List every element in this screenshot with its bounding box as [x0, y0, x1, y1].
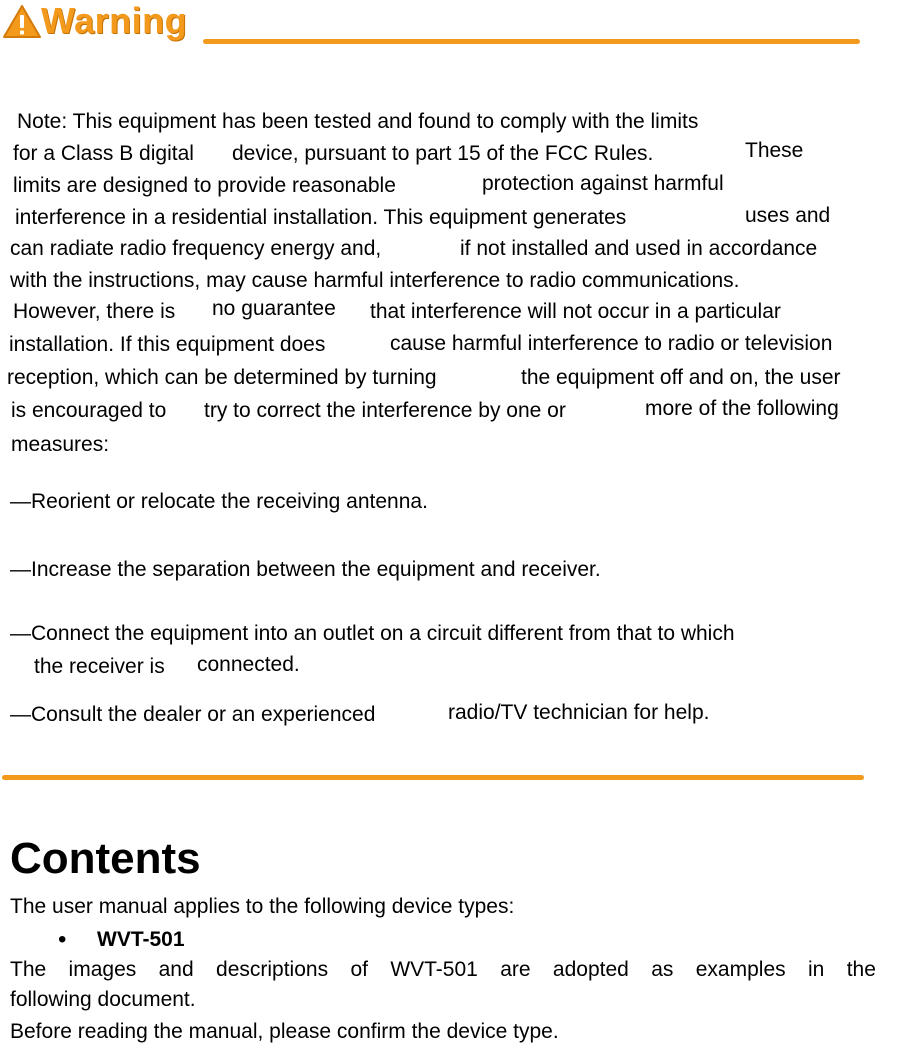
note-line: These — [745, 139, 804, 162]
note-line: installation. If this equipment does — [9, 333, 326, 356]
section-divider — [2, 775, 864, 780]
device-description-line — [10, 958, 876, 982]
note-line: if not installed and used in accordance — [460, 237, 818, 260]
desc-word: and — [158, 958, 194, 981]
note-line: protection against harmful — [482, 172, 724, 195]
bullet-icon: • — [58, 926, 67, 953]
note-line: can radiate radio frequency energy and, — [10, 237, 382, 260]
note-line: try to correct the interference by one or — [204, 399, 566, 422]
note-line: uses and — [745, 204, 831, 227]
note-line: for a Class B digital — [13, 142, 194, 165]
note-line: interference in a residential installation. This equipment generates — [15, 206, 627, 229]
measure-item: —Consult the dealer or an experienced — [10, 703, 376, 726]
desc-word: the — [846, 958, 876, 981]
warning-title: Warning — [41, 0, 188, 41]
note-line: more of the following — [645, 397, 839, 420]
note-line: the equipment off and on, the user — [521, 366, 841, 389]
desc-word: descriptions — [216, 958, 329, 981]
measure-item: —Reorient or relocate the receiving antenna. — [10, 490, 428, 513]
note-line: cause harmful interference to radio or television — [390, 332, 833, 355]
warning-triangle-icon — [2, 4, 42, 40]
desc-word: as — [651, 958, 674, 981]
measure-item: —Connect the equipment into an outlet on a circuit different from that to which — [10, 622, 735, 645]
desc-word: images — [68, 958, 137, 981]
warning-header — [0, 0, 913, 44]
measure-item: connected. — [197, 653, 300, 676]
device-type-item: WVT-501 — [97, 928, 185, 951]
note-line: measures: — [11, 433, 110, 456]
note-line: no guarantee — [212, 297, 336, 320]
note-line: device, pursuant to part 15 of the FCC Rules. — [232, 142, 654, 165]
note-line: with the instructions, may cause harmful interference to radio communications. — [10, 269, 740, 292]
measure-item: the receiver is — [34, 655, 165, 678]
note-line: Note: This equipment has been tested and found to comply with the limits — [17, 110, 699, 133]
desc-word: of — [350, 958, 368, 981]
note-line: limits are designed to provide reasonable — [13, 174, 396, 197]
note-line: that interference will not occur in a particular — [370, 300, 781, 323]
desc-word: The — [10, 958, 47, 981]
device-description-line: following document. — [10, 988, 196, 1011]
contents-intro: The user manual applies to the following device types: — [10, 895, 515, 918]
desc-word: in — [808, 958, 825, 981]
desc-word: are — [500, 958, 531, 981]
note-line: reception, which can be determined by turning — [7, 366, 437, 389]
note-line: is encouraged to — [11, 399, 167, 422]
confirm-device-note: Before reading the manual, please confirm the device type. — [10, 1020, 559, 1043]
desc-word: WVT-501 — [390, 958, 478, 981]
warning-divider — [203, 39, 860, 44]
contents-heading: Contents — [10, 834, 201, 883]
note-line: However, there is — [13, 300, 176, 323]
desc-word: examples — [695, 958, 786, 981]
measure-item: radio/TV technician for help. — [448, 701, 710, 724]
desc-word: adopted — [552, 958, 629, 981]
measure-item: —Increase the separation between the equipment and receiver. — [10, 558, 601, 581]
